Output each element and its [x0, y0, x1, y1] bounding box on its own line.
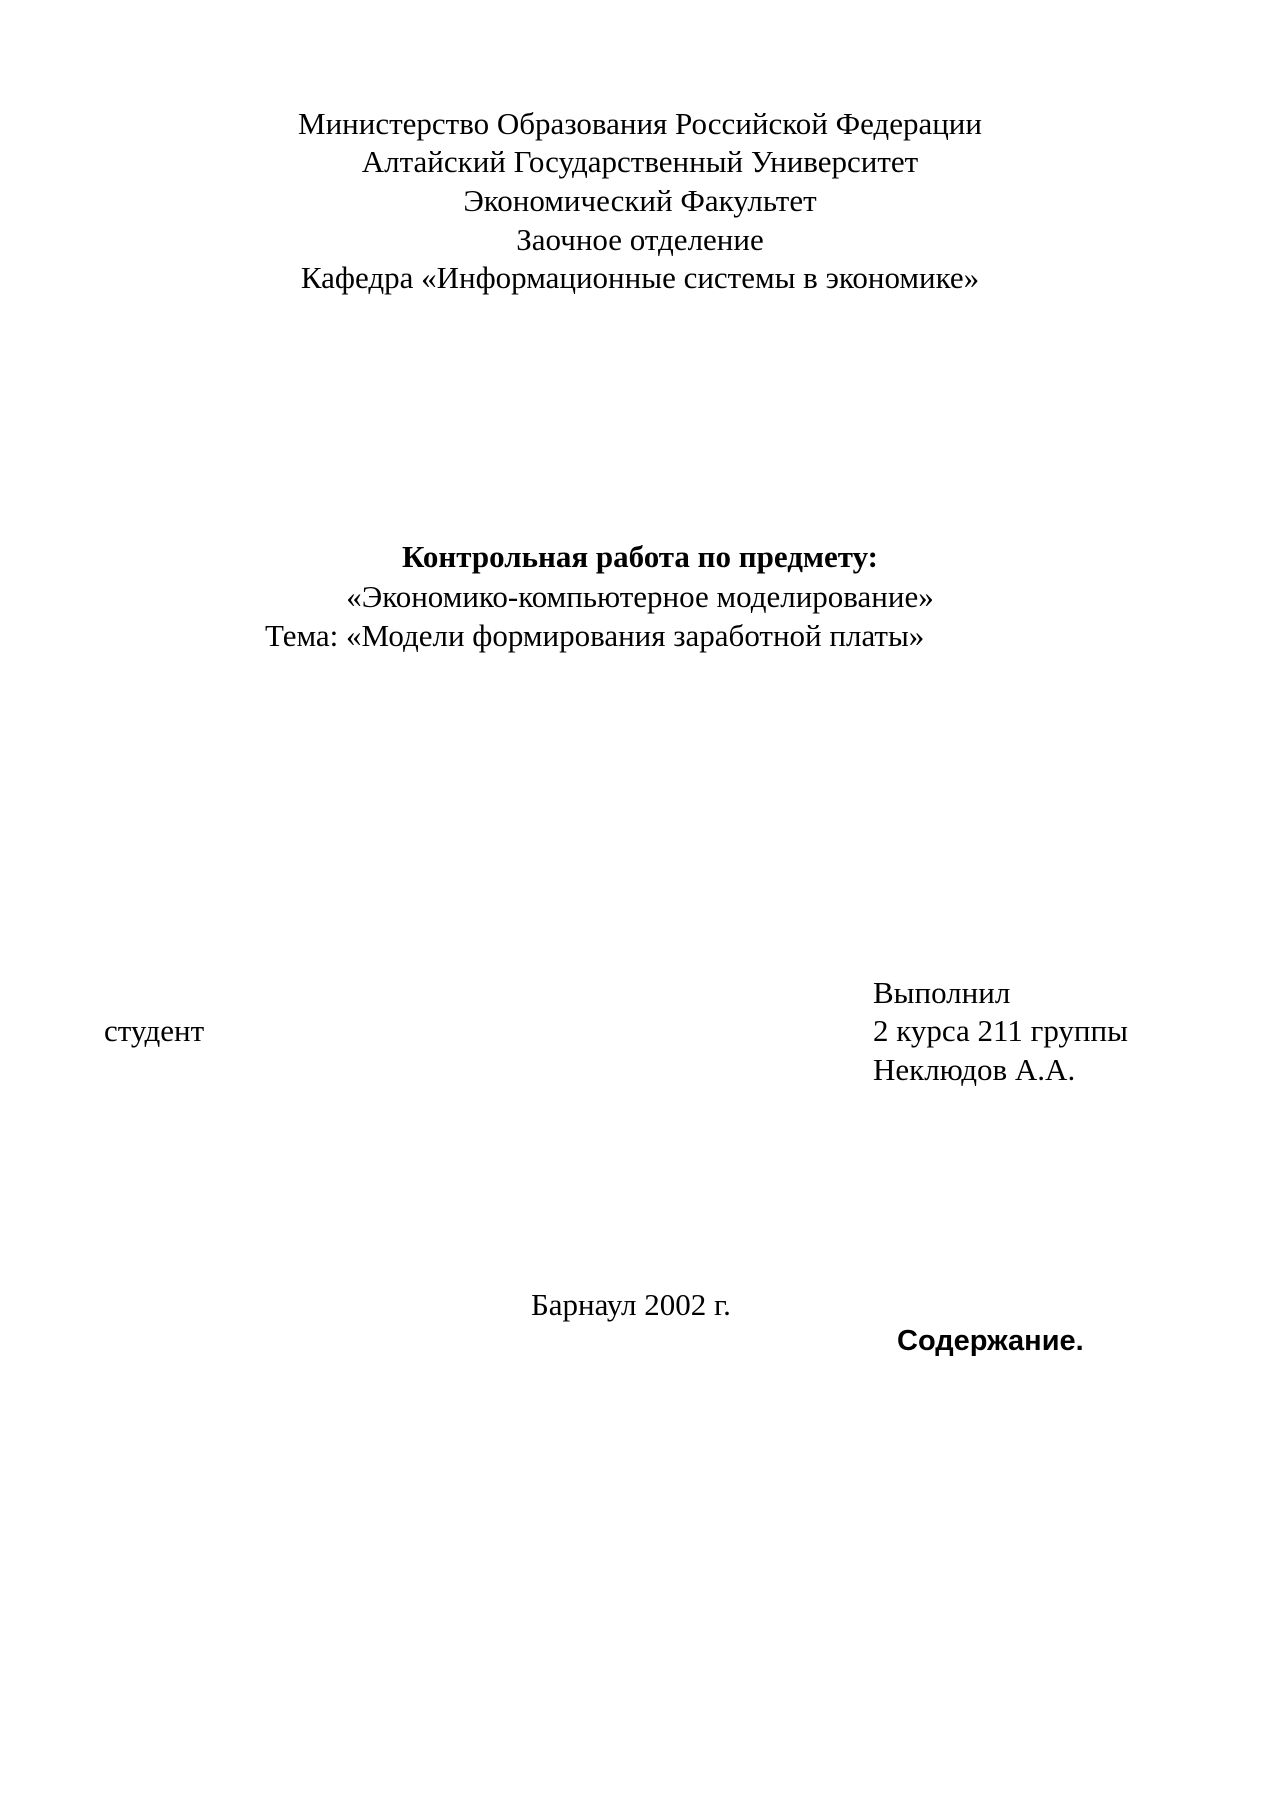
department-line: Заочное отделение — [516, 222, 764, 257]
faculty-line: Экономический Факультет — [463, 183, 817, 218]
chair-line: Кафедра «Информационные системы в экономике» — [300, 260, 980, 295]
city-year: Барнаул 2002 г. — [531, 1287, 731, 1322]
student-label: студент — [104, 1013, 205, 1048]
performed-label: Выполнил — [873, 975, 1011, 1010]
contents-heading: Содержание. — [897, 1325, 1084, 1357]
course-group: 2 курса 211 группы — [873, 1013, 1128, 1048]
author-name: Неклюдов А.А. — [873, 1052, 1076, 1087]
work-subject: «Экономико-компьютерное моделирование» — [346, 579, 934, 614]
university-line: Алтайский Государственный Университет — [361, 144, 919, 179]
ministry-line: Министерство Образования Российской Федерации — [298, 106, 982, 141]
work-topic: Тема: «Модели формирования заработной платы» — [265, 618, 925, 653]
work-title: Контрольная работа по предмету: — [401, 539, 879, 574]
